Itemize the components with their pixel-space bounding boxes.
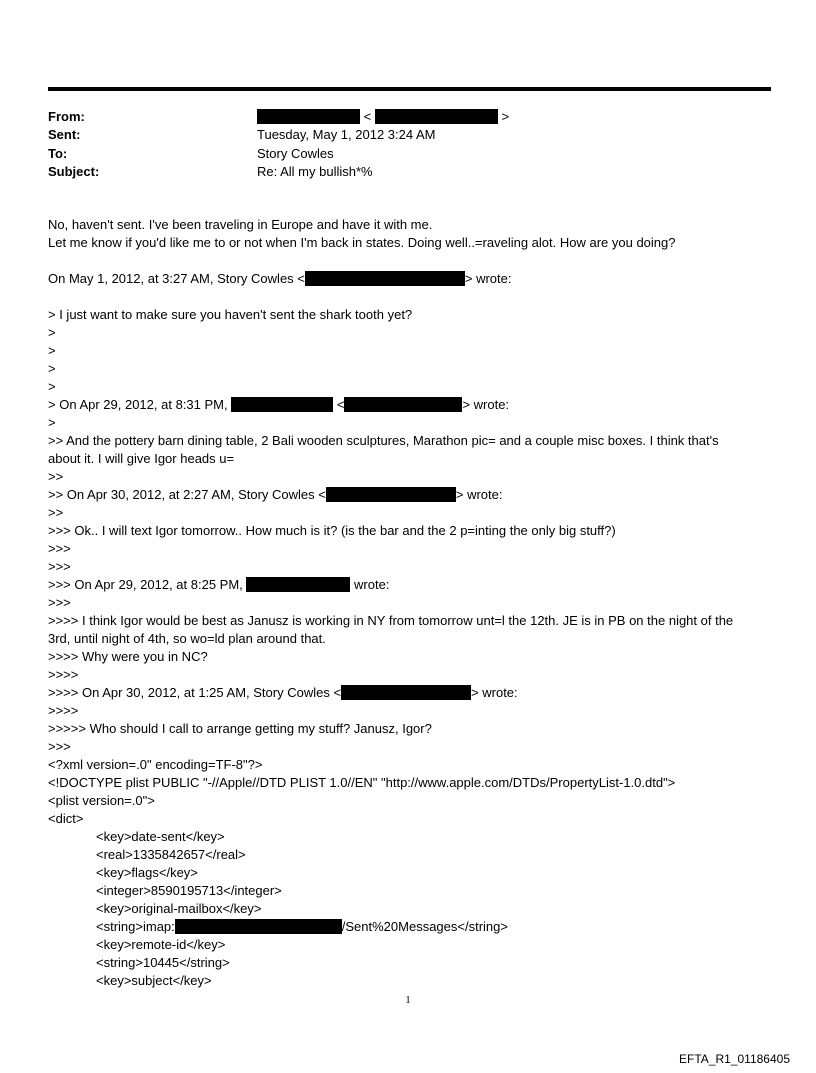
body-line: > <box>48 361 56 376</box>
quote-header <box>48 486 502 504</box>
quote-header-text: >>> On Apr 29, 2012, at 8:25 PM, <box>48 577 243 592</box>
body-line: >>> <box>48 541 71 556</box>
page-number: 1 <box>405 994 411 1006</box>
subject-value: Re: All my bullish*% <box>257 164 373 179</box>
quote-header-text: wrote: <box>354 577 390 592</box>
quote-header-text: > wrote: <box>464 271 512 286</box>
body-line: > I just want to make sure you haven't sent the shark tooth yet? <box>48 307 413 322</box>
body-line: about it. I will give Igor heads u= <box>48 451 235 466</box>
quote-header-text: >> On Apr 30, 2012, at 2:27 AM, Story Cowles < <box>48 487 326 502</box>
xml-line: <key>subject</key> <box>96 973 212 988</box>
body-line: >>>> I think Igor would be best as Janusz is working in NY from tomorrow unt=l the 12th. JE is in PB on the night of the <box>48 613 734 628</box>
xml-line: <!DOCTYPE plist PUBLIC "-//Apple//DTD PLIST 1.0//EN" "http://www.apple.com/DTDs/PropertyList-1.0.dtd"> <box>48 775 676 790</box>
quote-header-text: > On Apr 29, 2012, at 8:31 PM, <box>48 397 228 412</box>
xml-line: <key>date-sent</key> <box>96 829 225 844</box>
quote-header <box>48 576 389 594</box>
xml-line: <dict> <box>48 811 84 826</box>
body-line: >>>> <box>48 667 79 682</box>
body-line: > <box>48 343 56 358</box>
body-line: > <box>48 415 56 430</box>
redaction-box <box>375 109 498 124</box>
body-line: Let me know if you'd like me to or not when I'm back in states. Doing well..=raveling alot. How are you doing? <box>48 235 676 250</box>
body-line: > <box>48 325 56 340</box>
xml-text: <string>imap: <box>96 919 175 934</box>
to-value: Story Cowles <box>257 146 334 161</box>
body-line: >>> <box>48 739 71 754</box>
body-line: >> And the pottery barn dining table, 2 Bali wooden sculptures, Marathon pic= and a couple misc boxes. I think that's <box>48 433 719 448</box>
redaction-box <box>344 397 462 412</box>
sent-value: Tuesday, May 1, 2012 3:24 AM <box>257 127 436 142</box>
to-label: To: <box>48 146 68 161</box>
body-line: >>> <box>48 559 71 574</box>
xml-line: <integer>8590195713</integer> <box>96 883 282 898</box>
from-label: From: <box>48 109 85 124</box>
quote-header <box>48 270 512 288</box>
xml-line: <string>10445</string> <box>96 955 230 970</box>
from-value <box>257 108 509 126</box>
quote-header-text: < <box>336 397 345 412</box>
sent-label: Sent: <box>48 127 81 142</box>
subject-label: Subject: <box>48 164 100 179</box>
xml-line: <key>original-mailbox</key> <box>96 901 262 916</box>
body-line: No, haven't sent. I've been traveling in Europe and have it with me. <box>48 217 433 232</box>
redaction-box <box>326 487 456 502</box>
body-line: >> <box>48 469 64 484</box>
body-line: > <box>48 379 56 394</box>
redaction-box <box>305 271 465 286</box>
xml-line <box>96 918 508 936</box>
quote-header-text: > wrote: <box>455 487 503 502</box>
quote-header-text: > wrote: <box>462 397 510 412</box>
quote-header-text: On May 1, 2012, at 3:27 AM, Story Cowles < <box>48 271 305 286</box>
redaction-box <box>341 685 471 700</box>
header-divider-rule <box>48 87 771 91</box>
redaction-box <box>246 577 350 592</box>
body-line: >>>> Why were you in NC? <box>48 649 208 664</box>
body-line: >> <box>48 505 64 520</box>
xml-line: <key>flags</key> <box>96 865 198 880</box>
quote-header <box>48 684 518 702</box>
quote-header-text: >>>> On Apr 30, 2012, at 1:25 AM, Story Cowles < <box>48 685 342 700</box>
quote-header <box>48 396 509 414</box>
body-line: >>> Ok.. I will text Igor tomorrow.. How much is it? (is the bar and the 2 p=inting the only big stuff?) <box>48 523 616 538</box>
body-line: 3rd, until night of 4th, so wo=ld plan around that. <box>48 631 326 646</box>
document-id: EFTA_R1_01186405 <box>679 1052 790 1066</box>
xml-line: <key>remote-id</key> <box>96 937 226 952</box>
body-line: >>> <box>48 595 71 610</box>
redaction-box <box>257 109 360 124</box>
from-lt: < <box>363 109 372 124</box>
xml-line: <?xml version=.0" encoding=TF-8"?> <box>48 757 263 772</box>
body-line: >>>> <box>48 703 79 718</box>
from-gt: > <box>501 109 510 124</box>
redaction-box <box>231 397 333 412</box>
quote-header-text: > wrote: <box>471 685 518 700</box>
body-line: >>>>> Who should I call to arrange getting my stuff? Janusz, Igor? <box>48 721 432 736</box>
xml-line: <plist version=.0"> <box>48 793 155 808</box>
redaction-box <box>175 919 342 934</box>
xml-text: /Sent%20Messages</string> <box>341 919 508 934</box>
xml-line: <real>1335842657</real> <box>96 847 246 862</box>
